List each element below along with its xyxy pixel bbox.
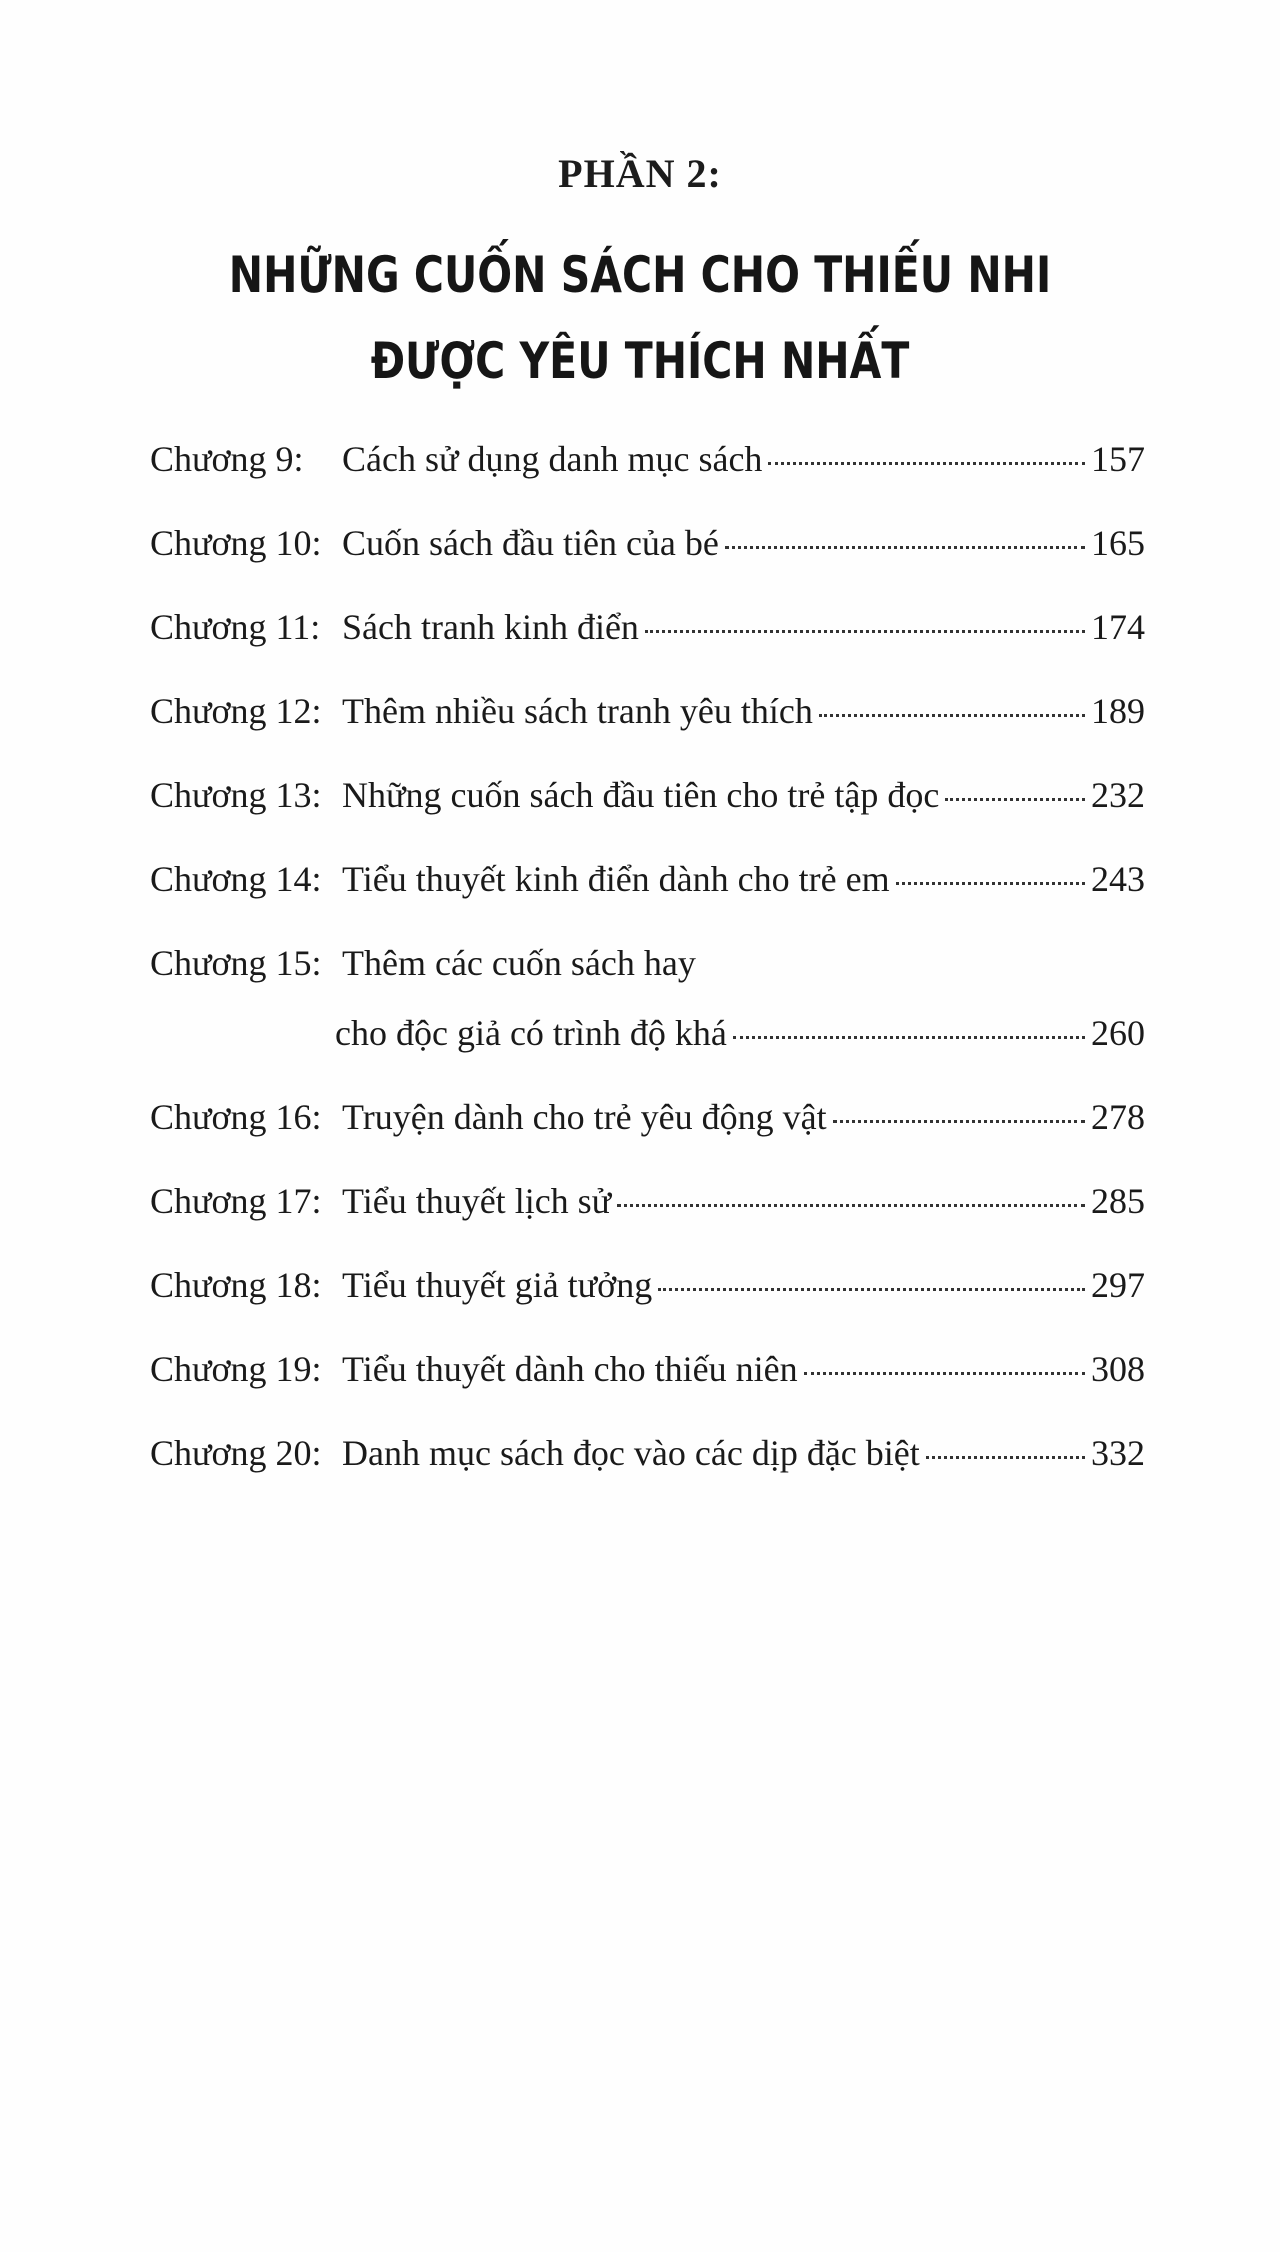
part-title [0,232,1280,404]
toc-title: Tiểu thuyết dành cho thiếu niên [342,1349,798,1389]
toc-page: 297 [1091,1265,1145,1305]
toc-leader [819,713,1085,717]
toc-leader [768,461,1085,465]
toc-page: 285 [1091,1181,1145,1221]
toc-entry [150,1180,1145,1264]
toc-entry [150,1264,1145,1348]
toc-chapter: Chương 19: [150,1349,322,1389]
toc-entry [150,1096,1145,1180]
toc-entry [150,606,1145,690]
toc-leader [896,881,1085,885]
toc-chapter: Chương 18: [150,1265,322,1305]
toc-leader [926,1455,1085,1459]
toc-entry [150,1348,1145,1432]
toc-page: 332 [1091,1433,1145,1473]
toc-title: Thêm nhiều sách tranh yêu thích [342,691,813,731]
part-title-line-2: ĐƯỢC YÊU THÍCH NHẤT [370,332,910,390]
toc-title: Tiểu thuyết kinh điển dành cho trẻ em [342,859,890,899]
toc-title: Danh mục sách đọc vào các dịp đặc biệt [342,1433,920,1473]
toc-chapter: Chương 10: [150,523,322,563]
toc-chapter: Chương 16: [150,1097,322,1137]
toc-chapter: Chương 9: [150,439,304,479]
toc-page: 189 [1091,691,1145,731]
toc-leader [945,797,1085,801]
toc-entry [150,522,1145,606]
toc-page: 260 [1091,1013,1145,1053]
toc-page: 243 [1091,859,1145,899]
toc-chapter: Chương 12: [150,691,322,731]
part-title-line-1: NHỮNG CUỐN SÁCH CHO THIẾU NHI [228,246,1052,304]
toc-entry [150,774,1145,858]
table-of-contents [150,438,1145,1516]
toc-page: 278 [1091,1097,1145,1137]
toc-leader [833,1119,1085,1123]
toc-chapter: Chương 13: [150,775,322,815]
toc-page: 308 [1091,1349,1145,1389]
toc-title: Những cuốn sách đầu tiên cho trẻ tập đọc [342,775,940,815]
toc-title: Tiểu thuyết giả tưởng [342,1265,653,1305]
toc-leader [658,1287,1085,1291]
toc-chapter: Chương 15: [150,943,322,983]
toc-chapter: Chương 14: [150,859,322,899]
toc-entry [150,690,1145,774]
toc-title: Cách sử dụng danh mục sách [342,439,763,479]
toc-page: 232 [1091,775,1145,815]
toc-entry [150,858,1145,942]
toc-chapter: Chương 20: [150,1433,322,1473]
toc-title: Sách tranh kinh điển [342,607,639,647]
toc-entry [150,942,1145,1012]
toc-entry-continued [150,1012,1145,1096]
toc-page: 165 [1091,523,1145,563]
toc-title: Truyện dành cho trẻ yêu động vật [342,1097,827,1137]
toc-chapter: Chương 17: [150,1181,322,1221]
part-label: PHẦN 2: [558,151,722,196]
toc-entry [150,438,1145,522]
toc-entry [150,1432,1145,1516]
toc-leader [733,1035,1085,1039]
toc-title: Tiểu thuyết lịch sử [342,1181,612,1221]
toc-title: Cuốn sách đầu tiên của bé [342,523,719,563]
toc-title: Thêm các cuốn sách hay [342,943,696,983]
toc-chapter: Chương 11: [150,607,321,647]
toc-leader [725,545,1085,549]
toc-leader [617,1203,1085,1207]
toc-page: 157 [1091,439,1145,479]
toc-page: 174 [1091,607,1145,647]
toc-leader [645,629,1085,633]
toc-title-continued: cho độc giả có trình độ khá [335,1013,727,1053]
toc-leader [804,1371,1085,1375]
